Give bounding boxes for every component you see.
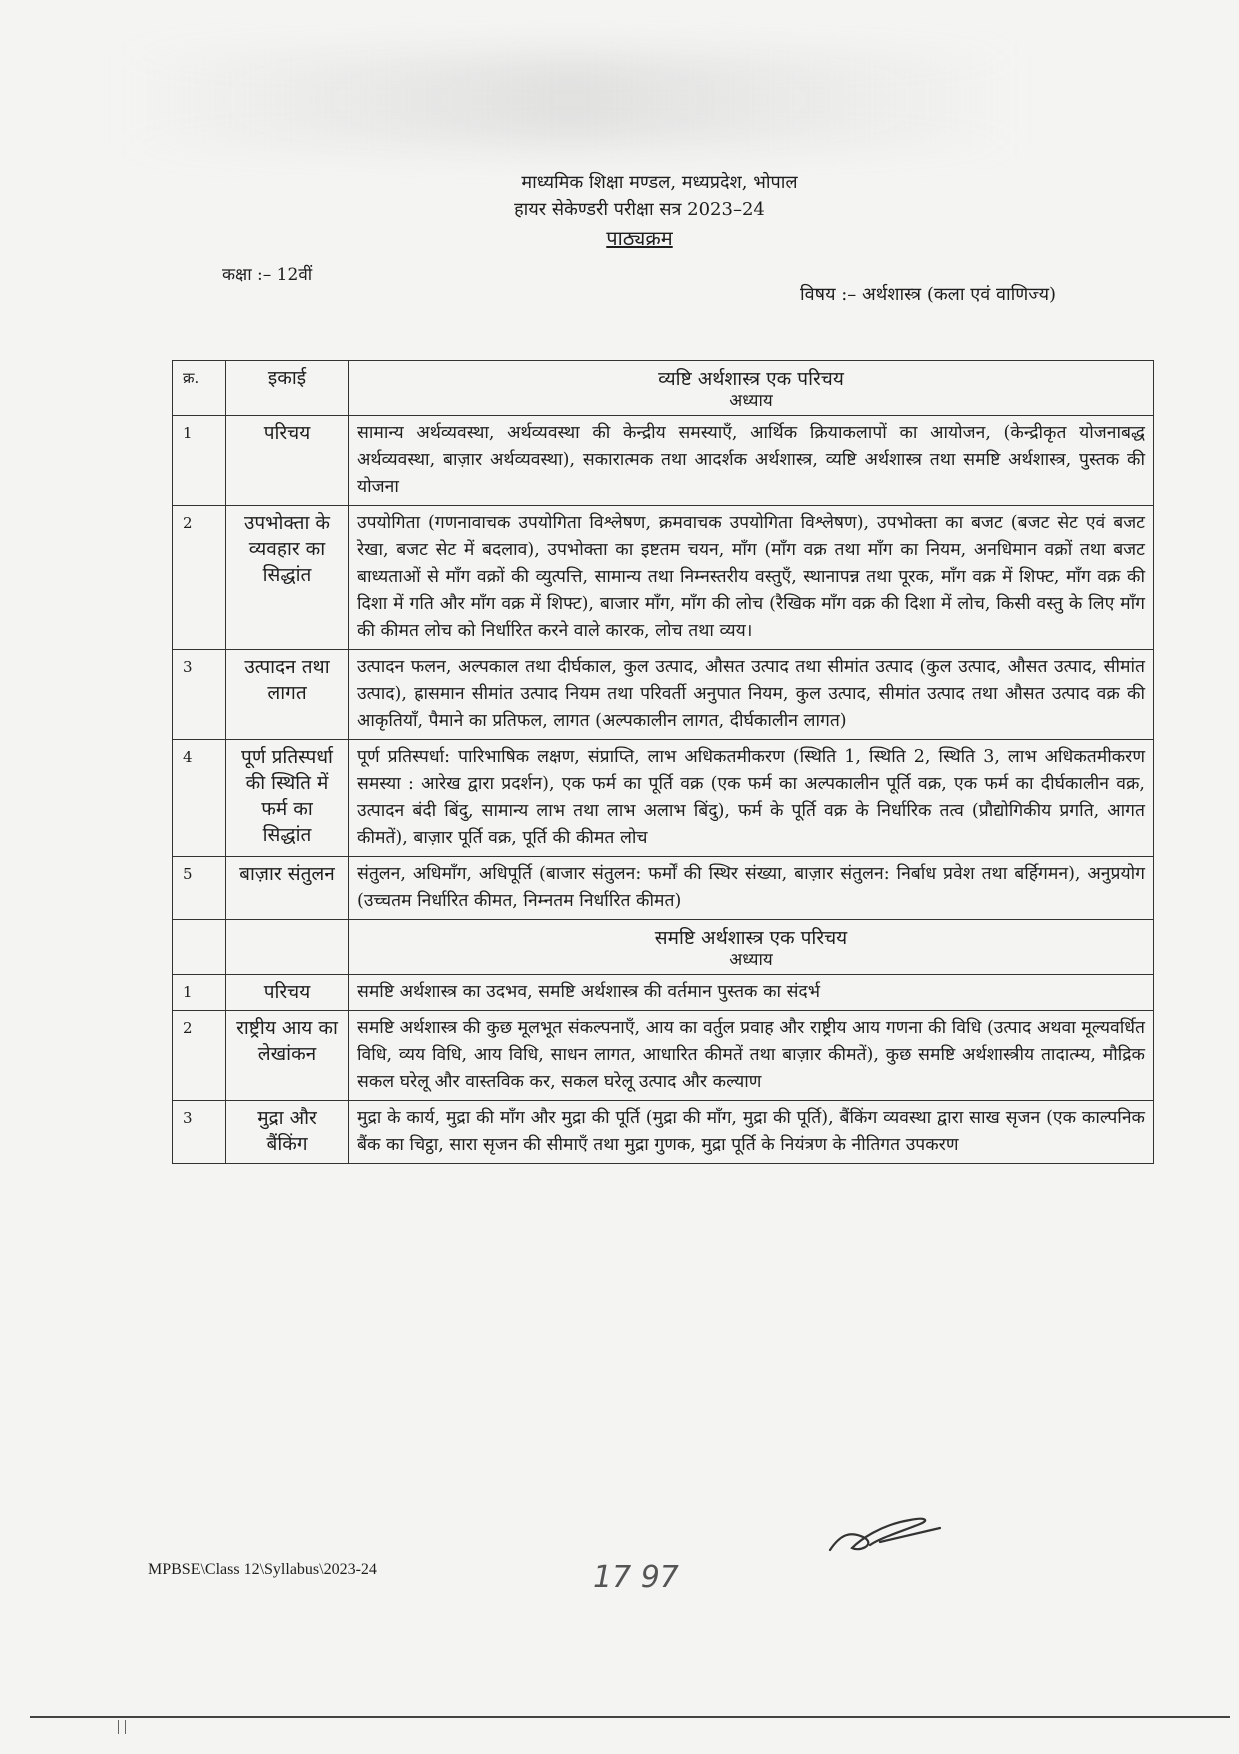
section-title-cell <box>349 920 1154 975</box>
row-num: 3 <box>173 1101 226 1164</box>
row-content: मुद्रा के कार्य, मुद्रा की माँग और मुद्रा की पूर्ति (मुद्रा की माँग, मुद्रा की पूर्ति), बैंकिंग व्यवस्था द्वारा साख सृजन (एक काल्पनिक बैंक का चिट्ठा, सारा सृजन की सीमाएँ तथा मुद्रा गुणक, मुद्रा पूर्ति के नियंत्रण के नीतिगत उपकरण <box>349 1101 1154 1164</box>
row-content: उत्पादन फलन, अल्पकाल तथा दीर्घकाल, कुल उत्पाद, औसत उत्पाद तथा सीमांत उत्पाद (कुल उत्पाद, औसत उत्पाद, सीमांत उत्पाद), ह्रासमान सीमांत उत्पाद नियम तथा परिवर्ती अनुपात नियम, कुल उत्पाद, सीमांत उत्पाद तथा औसत उत्पाद वक्र की आकृतियाँ, पैमाने का प्रतिफल, लागत (अल्पकालीन लागत, दीर्घकालीन लागत) <box>349 650 1154 740</box>
row-unit: पूर्ण प्रतिस्पर्धा की स्थिति में फर्म का सिद्धांत <box>226 740 349 857</box>
empty-cell <box>173 920 226 975</box>
row-content: पूर्ण प्रतिस्पर्धा: पारिभाषिक लक्षण, संप्राप्ति, लाभ अधिकतमीकरण (स्थिति 1, स्थिति 2, स्थिति 3, लाभ अधिकतमीकरण समस्या : आरेख द्वारा प्रदर्शन), एक फर्म का पूर्ति वक्र (एक फर्म का अल्पकालीन पूर्ति वक्र, एक फर्म का दीर्घकालीन वक्र, उत्पादन बंदी बिंदु, सामान्य लाभ तथा लाभ अलाभ बिंदु), फर्म के पूर्ति वक्र के निर्धारिक तत्व (प्रौद्योगिकीय प्रगति, आगत कीमतें), बाज़ार पूर्ति वक्र, पूर्ति की कीमत लोच <box>349 740 1154 857</box>
row-content: समष्टि अर्थशास्त्र की कुछ मूलभूत संकल्पनाएँ, आय का वर्तुल प्रवाह और राष्ट्रीय आय गणना की विधि (उत्पाद अथवा मूल्यवर्धित विधि, व्यय विधि, आय विधि, साधन लागत, आधारित कीमतें तथा बाज़ार कीमतें), कुछ समष्टि अर्थशास्त्रीय तादात्म्य, मौद्रिक सकल घरेलू और वास्तविक कर, सकल घरेलू उत्पाद और कल्याण <box>349 1011 1154 1101</box>
bottom-divider <box>30 1716 1230 1718</box>
section-title: व्यष्टि अर्थशास्त्र एक परिचय <box>658 368 844 390</box>
table-row <box>173 857 1154 920</box>
subject-label: विषय :– अर्थशास्त्र (कला एवं वाणिज्य) <box>800 284 1057 305</box>
section-subtitle: अध्याय <box>729 950 773 970</box>
row-num: 5 <box>173 857 226 920</box>
col-num-header: क्र. <box>173 361 226 416</box>
signature-mark <box>820 1490 960 1570</box>
section-header-row <box>173 361 1154 416</box>
row-num: 1 <box>173 416 226 506</box>
row-unit: उपभोक्ता के व्यवहार का सिद्धांत <box>226 506 349 650</box>
row-num: 2 <box>173 506 226 650</box>
row-content: सामान्य अर्थव्यवस्था, अर्थव्यवस्था की केन्द्रीय समस्याएँ, आर्थिक क्रियाकलापों का आयोजन, (केन्द्रीकृत योजनाबद्ध अर्थव्यवस्था, बाज़ार अर्थव्यवस्था), सकारात्मक तथा आदर्शक अर्थशास्त्र, व्यष्टि अर्थशास्त्र तथा समष्टि अर्थशास्त्र, पुस्तक की योजना <box>349 416 1154 506</box>
row-num: 1 <box>173 975 226 1011</box>
table-row <box>173 416 1154 506</box>
section-title: समष्टि अर्थशास्त्र एक परिचय <box>654 927 848 949</box>
section-title-cell <box>349 361 1154 416</box>
row-content: संतुलन, अधिमाँग, अधिपूर्ति (बाजार संतुलन: फर्मों की स्थिर संख्या, बाज़ार संतुलन: निर्बाध प्रवेश तथा बर्हिगमन), अनुप्रयोग (उच्चतम निर्धारित कीमत, निम्नतम निर्धारित कीमत) <box>349 857 1154 920</box>
footer-path: MPBSE\Class 12\Syllabus\2023-24 <box>148 1561 377 1578</box>
syllabus-table <box>172 360 1154 1164</box>
col-unit-header: इकाई <box>226 361 349 416</box>
row-unit: राष्ट्रीय आय का लेखांकन <box>226 1011 349 1101</box>
row-unit: उत्पादन तथा लागत <box>226 650 349 740</box>
row-num: 4 <box>173 740 226 857</box>
row-unit: मुद्रा और बैंकिंग <box>226 1101 349 1164</box>
scan-smudge <box>120 55 1020 145</box>
bottom-tick <box>118 1720 126 1734</box>
row-content: उपयोगिता (गणनावाचक उपयोगिता विश्लेषण, क्रमवाचक उपयोगिता विश्लेषण), उपभोक्ता का बजट (बजट सेट एवं बजट रेखा, बजट सेट में बदलाव), उपभोक्ता का इष्टतम चयन, माँग (माँग वक्र तथा माँग का नियम, अनधिमान वक्रों तथा बजट बाध्यताओं से माँग वक्रों की व्युत्पत्ति, सामान्य तथा निम्नस्तरीय वस्तुएँ, स्थानापन्न तथा पूरक, माँग वक्र में शिफ्ट, माँग वक्र की दिशा में गति और माँग वक्र में शिफ्ट), बाजार माँग, माँग की लोच (रैखिक माँग वक्र की दिशा में लोच, किसी वस्तु के लिए माँग की कीमत लोच को निर्धारित करने वाले कारक, लोच तथा व्यय। <box>349 506 1154 650</box>
table-row <box>173 1011 1154 1101</box>
page-title: पाठ्यक्रम <box>606 226 673 250</box>
section-header-row <box>173 920 1154 975</box>
section-subtitle: अध्याय <box>729 391 773 411</box>
empty-cell <box>226 920 349 975</box>
row-unit: बाज़ार संतुलन <box>226 857 349 920</box>
exam-session: हायर सेकेण्डरी परीक्षा सत्र 2023–24 <box>514 199 765 220</box>
row-num: 3 <box>173 650 226 740</box>
table-row <box>173 975 1154 1011</box>
board-name: माध्यमिक शिक्षा मण्डल, मध्यप्रदेश, भोपाल <box>521 172 798 193</box>
row-content: समष्टि अर्थशास्त्र का उदभव, समष्टि अर्थशास्त्र की वर्तमान पुस्तक का संदर्भ <box>349 975 1154 1011</box>
table-row <box>173 1101 1154 1164</box>
table-row <box>173 650 1154 740</box>
page-number: 17 97 <box>593 1560 679 1595</box>
row-unit: परिचय <box>226 975 349 1011</box>
row-unit: परिचय <box>226 416 349 506</box>
table-row <box>173 740 1154 857</box>
row-num: 2 <box>173 1011 226 1101</box>
class-label: कक्षा :– 12वीं <box>222 265 313 285</box>
table-row <box>173 506 1154 650</box>
